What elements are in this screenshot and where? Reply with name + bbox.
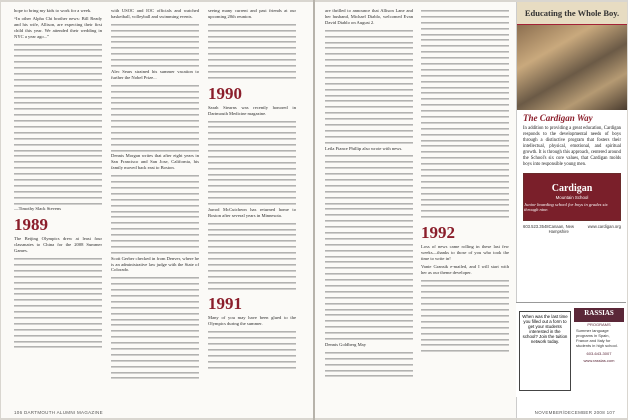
- column-1: [14, 8, 102, 350]
- paragraph: Dennis Goldberg May: [325, 341, 366, 347]
- ad-contact-row: [523, 224, 621, 234]
- logo-name: Cardigan: [551, 182, 593, 194]
- rassias-subtitle: PROGRAMS: [587, 322, 611, 327]
- column-1: [325, 8, 413, 379]
- page-footer-right: NOVEMBER/DECEMBER 2008 107: [534, 410, 615, 415]
- tuition-network-ad: When was the last time you filled out a form to get your students interested in the school? Join the tuition network today.: [519, 311, 571, 391]
- ad-body-text: In addition to providing a great education, Cardigan responds to the developmental needs of boys through a distinctive program that fosters their intellectual, physical, emotional, and spiritual growth. It is through this approach, centered around the School's six core values, that Cardigan molds boys into responsible young men.: [523, 126, 621, 167]
- paragraph: are thrilled to announce that Allison Lane and her husband, Michael Diablo, welcomed Evan David Diablo on August 2.: [325, 8, 413, 25]
- logo-subtitle: Mountain School: [555, 194, 589, 200]
- bottom-advertisements: [516, 302, 626, 397]
- rassias-body: Summer language programs in Spain, France and Italy for students in high school.: [576, 328, 618, 348]
- left-page: [1, 2, 313, 418]
- logo-tagline: Junior boarding school for boys in grades six through nine.: [524, 201, 608, 212]
- class-year-heading: 1991: [208, 294, 242, 314]
- paragraph: Loss of news came rolling in these last few weeks—thanks to those of you who took the time to write in!: [421, 244, 509, 261]
- column-2: [111, 8, 199, 381]
- rassias-ad: [574, 308, 624, 394]
- rassias-website-link[interactable]: www.rassias.com: [583, 358, 615, 363]
- column-3: [208, 8, 296, 370]
- paragraph: with USOC and IOC officials and watched basketball, volleyball and swimming events.: [111, 8, 199, 19]
- paragraph: The Beijing Olympics drew at least four classmates to China for the 2008 Summer Games.: [14, 236, 102, 254]
- paragraph: Dennis Morgan writes that after eight years in San Francisco and San Jose, California, his family moved back east to Boston.: [111, 153, 199, 171]
- column-2: [421, 8, 509, 354]
- paragraph: seeing many current and past friends at our upcoming 20th reunion.: [208, 8, 296, 19]
- page-footer-left: 106 DARTMOUTH ALUMNI MAGAZINE: [14, 410, 103, 415]
- right-page: [315, 2, 627, 418]
- paragraph: Scott Gerber checked in from Denver, where he is an administrative law judge with the State of Colorado.: [111, 255, 199, 273]
- ad-subheadline: The Cardigan Way: [523, 113, 593, 123]
- ad-website-link[interactable]: www.cardigan.org: [587, 224, 621, 229]
- class-year-heading: 1990: [208, 83, 242, 103]
- paragraph: hope to bring my kids to work for a week.: [14, 8, 92, 13]
- section-sidebar: [3, 10, 12, 150]
- paragraph: Alec Sears strained his summer vacation to further the Nobel Prize...: [111, 68, 199, 80]
- paragraph: Jarrod McCutcheon has returned home to Boston after several years in Minnesota.: [208, 206, 296, 218]
- paragraph: Many of you may have been glued to the Olympics during the summer.: [208, 315, 296, 327]
- signature: —Timothy Slack Stevens: [14, 206, 62, 212]
- ad-town: Canaan, New Hampshire: [548, 224, 574, 234]
- paragraph: Leila Fiance Phillip also wrote with news.: [325, 145, 403, 151]
- ad-photo: [517, 25, 627, 110]
- paragraph: Vanie Gransik e-mailed, and I will start with her as our theme developer.: [421, 263, 509, 275]
- paragraph: Sarah Stearns was recently honored in Dartmouth Medicine magazine.: [208, 104, 296, 116]
- rassias-phone: 603-643-3007: [586, 351, 612, 356]
- ad-phone: 603.523.3548: [523, 224, 549, 229]
- cardigan-logo: [523, 173, 621, 221]
- class-year-heading: 1992: [421, 223, 455, 243]
- paragraph: “In other Alpha Chi brother news: Bill Ready and his wife, Allison, are expecting their first child this year. We attended their wedding in NYC a year ago...”: [14, 15, 102, 39]
- class-year-heading: 1989: [14, 215, 48, 235]
- ad-headline: Educating the Whole Boy.: [517, 2, 627, 25]
- rassias-title: RASSIAS: [574, 308, 624, 322]
